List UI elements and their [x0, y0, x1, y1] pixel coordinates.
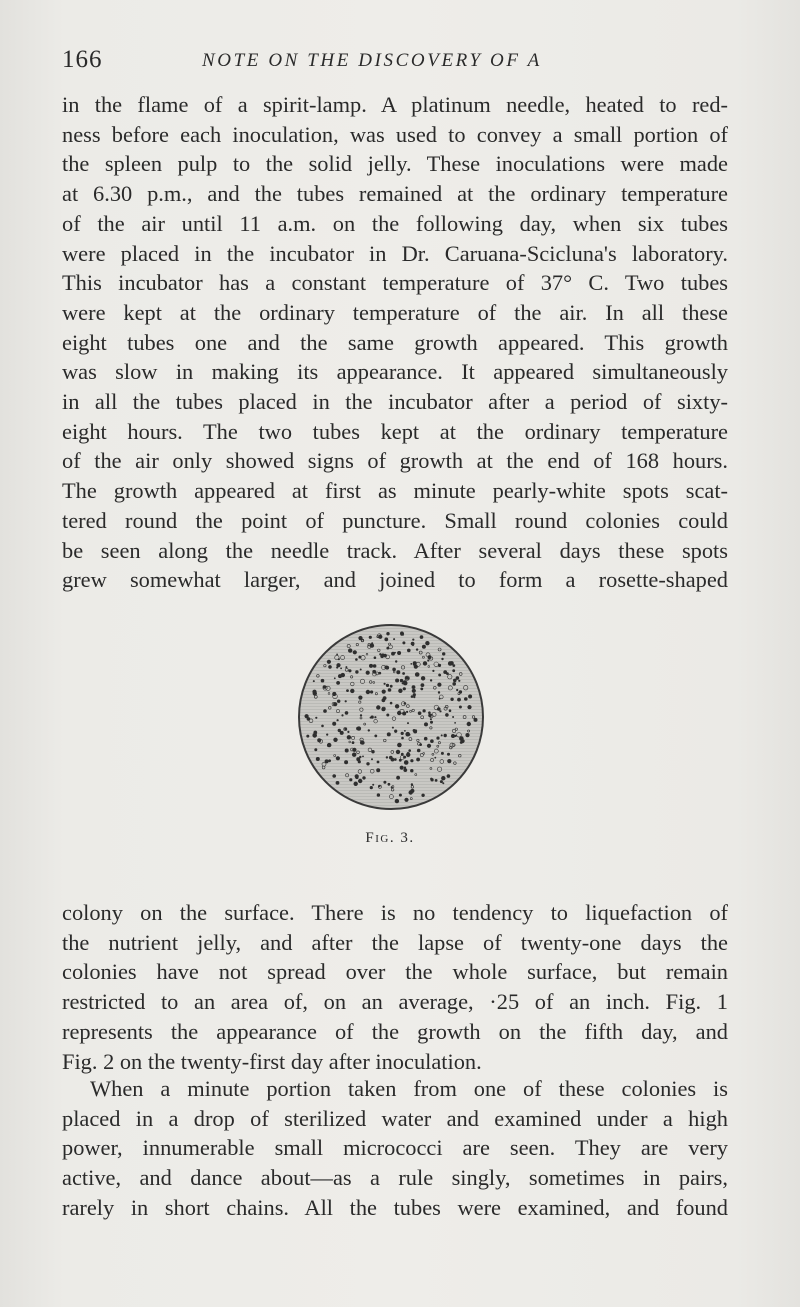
colony-dot [354, 782, 358, 786]
colony-dot [355, 658, 358, 661]
colony-plate-drawing [296, 622, 486, 812]
paragraph-3 [62, 1074, 728, 1223]
colony-dot [404, 730, 406, 732]
colony-dot [421, 794, 424, 797]
colony-dot [348, 669, 351, 672]
colony-dot [445, 713, 449, 717]
text-line: in all the tubes placed in the incubator after a period of sixty- [62, 389, 728, 415]
colony-dot [468, 695, 472, 699]
colony-dot [366, 671, 370, 675]
colony-dot [372, 670, 376, 674]
colony-dot [424, 722, 428, 726]
colony-dot [404, 702, 407, 705]
colony-dot [347, 735, 351, 739]
colony-dot [407, 722, 409, 724]
colony-dot [346, 689, 349, 692]
colony-dot [378, 785, 380, 787]
colony-dot [340, 731, 344, 735]
colony-dot [467, 722, 471, 726]
colony-dot [428, 714, 432, 718]
colony-dot [374, 735, 377, 738]
text-line: power, innumerable small micrococci are seen. They are very [62, 1135, 728, 1161]
colony-dot [315, 717, 317, 719]
colony-dot [391, 758, 395, 762]
colony-dot [453, 679, 457, 683]
colony-dot [446, 672, 449, 675]
text-line: at 6.30 p.m., and the tubes remained at the ordinary temperature [62, 181, 728, 207]
colony-dot [425, 641, 429, 645]
colony-dot [313, 680, 315, 682]
colony-dot [406, 711, 408, 713]
colony-dot [431, 778, 434, 781]
paragraph-2 [62, 898, 728, 1076]
text-line: rarely in short chains. All the tubes were examined, and found [62, 1194, 728, 1220]
colony-dot [406, 753, 410, 757]
colony-dot [422, 645, 426, 649]
colony-dot [370, 786, 373, 789]
colony-dot [370, 690, 373, 693]
paragraph-1 [62, 90, 728, 595]
colony-dot [438, 674, 440, 676]
text-line: were kept at the ordinary temperature of the air. In all these [62, 299, 728, 325]
colony-dot [326, 734, 328, 736]
text-line: grew somewhat larger, and joined to form a rosette-shaped [62, 567, 728, 593]
text-line: The growth appeared at first as minute pearly-white spots scat- [62, 478, 728, 504]
text-line: represents the appearance of the growth on the fifth day, and [62, 1018, 728, 1044]
colony-dot [457, 698, 461, 702]
text-line: This incubator has a constant temperature of 37° C. Two tubes [62, 270, 728, 296]
colony-dot [352, 748, 356, 752]
text-line: was slow in making its appearance. It appeared simultaneously [62, 359, 728, 385]
colony-dot [440, 780, 443, 783]
colony-dot [312, 733, 317, 738]
colony-dot [345, 700, 347, 702]
colony-dot [395, 679, 399, 683]
figure-caption: Fig. 3. [365, 830, 415, 846]
colony-dot [337, 719, 339, 721]
colony-dot [378, 635, 382, 639]
colony-dot [421, 683, 425, 687]
colony-dot [405, 676, 409, 680]
colony-dot [327, 660, 331, 664]
text-line: be seen along the needle track. After several days these spots [62, 537, 728, 563]
colony-dot [344, 760, 348, 764]
colony-dot [421, 676, 425, 680]
colony-dot [448, 661, 453, 666]
colony-dot [386, 756, 388, 758]
colony-dot [430, 718, 432, 720]
colony-dot [403, 768, 407, 772]
colony-dot [400, 766, 404, 770]
colony-dot [399, 794, 402, 797]
colony-dot [336, 681, 340, 685]
colony-dot [369, 636, 372, 639]
colony-dot [390, 685, 393, 688]
colony-dot [438, 691, 440, 693]
colony-dot [401, 732, 404, 735]
colony-dot [403, 756, 406, 759]
colony-dot [345, 666, 347, 668]
colony-dot [392, 668, 396, 672]
text-line: colony on the surface. There is no tendency to liquefaction of [62, 900, 728, 925]
colony-dot [369, 664, 373, 668]
colony-dot [468, 705, 470, 707]
colony-dot [427, 659, 429, 661]
colony-dot [392, 727, 394, 729]
text-line: in the flame of a spirit-lamp. A platinum needle, heated to red- [62, 92, 728, 117]
colony-dot [405, 732, 410, 737]
colony-dot [404, 760, 409, 765]
colony-dot [336, 756, 340, 760]
text-line: placed in a drop of sterilized water and examined under a high [62, 1105, 728, 1131]
colony-dot [384, 683, 386, 685]
colony-dot [396, 670, 400, 674]
colony-dot [459, 706, 462, 709]
colony-dot [386, 684, 389, 687]
colony-dot [416, 648, 418, 650]
colony-dot [376, 705, 380, 709]
colony-dot [396, 776, 400, 780]
colony-dot [378, 672, 381, 675]
colony-dot [328, 759, 331, 762]
colony-dot [347, 731, 349, 733]
colony-dot [349, 778, 352, 781]
running-title: NOTE ON THE DISCOVERY OF A [202, 50, 542, 71]
colony-dot [403, 680, 408, 685]
colony-dot [395, 799, 399, 803]
colony-dot [452, 664, 455, 667]
colony-dot [402, 672, 405, 675]
colony-dot [416, 758, 420, 762]
text-line: of the air only showed signs of growth at the end of 168 hours. [62, 448, 728, 474]
colony-dot [386, 632, 389, 635]
colony-dot [337, 700, 340, 703]
colony-dot [355, 670, 358, 673]
colony-dot [447, 774, 451, 778]
colony-dot [456, 689, 458, 691]
colony-dot [306, 735, 309, 738]
colony-dot [424, 737, 428, 741]
colony-dot [395, 704, 399, 708]
colony-dot [417, 749, 421, 753]
colony-dot [368, 729, 370, 731]
colony-dot [401, 737, 404, 740]
colony-dot [385, 666, 389, 670]
colony-dot [427, 744, 431, 748]
figure-colony-illustration [296, 622, 486, 812]
colony-dot [430, 721, 433, 724]
colony-dot [412, 639, 414, 641]
colony-dot [366, 762, 369, 765]
colony-dot [437, 707, 441, 711]
colony-dot [305, 714, 309, 718]
text-line: ness before each inoculation, was used to convey a small portion of [62, 121, 728, 147]
colony-dot [449, 709, 452, 712]
colony-dot [386, 714, 389, 717]
colony-dot [452, 716, 454, 718]
colony-dot [442, 652, 445, 655]
colony-dot [362, 776, 365, 779]
page-number: 166 [62, 46, 103, 73]
colony-dot [410, 759, 413, 762]
colony-dot [412, 689, 416, 693]
colony-dot [340, 668, 342, 670]
colony-dot [419, 743, 422, 746]
colony-dot [383, 654, 387, 658]
colony-dot [452, 682, 456, 686]
colony-dot [374, 656, 377, 659]
colony-dot [338, 658, 340, 660]
colony-dot [321, 725, 324, 728]
text-line: were placed in the incubator in Dr. Caruana-Scicluna's laboratory. [62, 240, 728, 266]
colony-dot [338, 674, 342, 678]
text-line: eight tubes one and the same growth appeared. This growth [62, 329, 728, 355]
colony-dot [334, 677, 336, 679]
colony-dot [432, 670, 434, 672]
colony-dot [400, 632, 404, 636]
text-line: When a minute portion taken from one of these colonies is [90, 1076, 728, 1101]
text-line: restricted to an area of, on an average, ·25 of an inch. Fig. 1 [62, 989, 728, 1015]
colony-dot [415, 672, 420, 677]
colony-dot [377, 793, 380, 796]
colony-dot [371, 758, 373, 760]
colony-dot [430, 679, 432, 681]
colony-dot [413, 729, 416, 732]
colony-dot [452, 669, 455, 672]
colony-dot [373, 664, 377, 668]
colony-dot [336, 781, 340, 785]
colony-dot [423, 709, 426, 712]
colony-dot [356, 757, 360, 761]
colony-dot [314, 748, 317, 751]
colony-dot [428, 711, 431, 714]
colony-dot [371, 642, 373, 644]
colony-dot [336, 666, 338, 668]
text-line: colonies have not spread over the whole surface, but remain [62, 959, 728, 985]
text-line: of the air until 11 a.m. on the following day, when six tubes [62, 210, 728, 236]
colony-dot [441, 752, 444, 755]
colony-dot [374, 716, 376, 718]
colony-dot [350, 689, 354, 693]
colony-dot [465, 733, 469, 737]
colony-dot [383, 781, 386, 784]
colony-dot [394, 758, 397, 761]
colony-dot [451, 734, 455, 738]
colony-dot [332, 774, 336, 778]
colony-dot [360, 669, 362, 671]
colony-dot [325, 759, 329, 763]
colony-dot [341, 714, 343, 716]
text-line: tered round the point of puncture. Small round colonies could [62, 507, 728, 533]
colony-dot [323, 709, 327, 713]
colony-dot [441, 776, 445, 780]
colony-dot [394, 652, 396, 654]
colony-dot [441, 658, 443, 660]
colony-dot [413, 693, 416, 696]
colony-dot [376, 768, 380, 772]
colony-dot [458, 680, 460, 682]
colony-dot [352, 741, 355, 744]
colony-dot [377, 761, 380, 764]
colony-dot [459, 690, 462, 693]
colony-dot [437, 683, 441, 687]
colony-dot [435, 779, 438, 782]
colony-dot [362, 756, 364, 758]
colony-dot [360, 714, 362, 716]
colony-dot [317, 738, 321, 742]
colony-dot [398, 689, 402, 693]
colony-dot [403, 687, 406, 690]
colony-dot [428, 655, 432, 659]
colony-dot [434, 757, 436, 759]
colony-dot [380, 655, 384, 659]
colony-dot [382, 690, 386, 694]
colony-dot [382, 698, 386, 702]
colony-dot [333, 738, 337, 742]
colony-dot [361, 741, 365, 745]
text-line: the nutrient jelly, and after the lapse of twenty-one days the [62, 929, 728, 955]
colony-dot [332, 722, 336, 726]
colony-dot [404, 798, 408, 802]
colony-dot [358, 779, 362, 783]
colony-dot [420, 688, 423, 691]
colony-dot [410, 663, 412, 665]
colony-dot [447, 753, 450, 756]
colony-dot [327, 743, 331, 747]
running-head [62, 46, 728, 78]
colony-dot [396, 750, 400, 754]
colony-dot [442, 782, 444, 784]
colony-dot [401, 753, 404, 756]
colony-dot [366, 690, 370, 694]
colony-dot [454, 722, 456, 724]
colony-dot [352, 753, 356, 757]
colony-dot [358, 656, 361, 659]
colony-dot [408, 749, 411, 752]
colony-dot [474, 718, 478, 722]
colony-dot [388, 688, 392, 692]
text-line: active, and dance about—as a rule singly, sometimes in pairs, [62, 1165, 728, 1191]
colony-dot [410, 769, 413, 772]
colony-dot [397, 743, 402, 748]
colony-dot [423, 661, 427, 665]
colony-dot [447, 759, 451, 763]
colony-dot [407, 649, 411, 653]
colony-dot [372, 784, 374, 786]
colony-dot [411, 783, 413, 785]
colony-dot [444, 734, 447, 737]
colony-dot [355, 776, 358, 779]
colony-dot [464, 697, 468, 701]
colony-dot [395, 660, 397, 662]
colony-dot [412, 685, 416, 689]
colony-dot [371, 750, 374, 753]
colony-dot [390, 702, 393, 705]
colony-dot [313, 691, 317, 695]
colony-dot [420, 635, 424, 639]
colony-dot [402, 641, 405, 644]
colony-dot [395, 731, 397, 733]
colony-dot [430, 739, 434, 743]
colony-dot [384, 638, 388, 642]
text-line: the spleen pulp to the solid jelly. These inoculations were made [62, 151, 728, 177]
colony-dot [353, 650, 357, 654]
colony-dot [328, 665, 332, 669]
colony-dot [393, 638, 395, 640]
colony-dot [418, 711, 422, 715]
colony-dot [358, 696, 362, 700]
colony-dot [357, 726, 361, 730]
colony-dot [370, 717, 372, 719]
colony-dot [316, 757, 320, 761]
colony-dot [336, 654, 338, 656]
colony-dot [436, 737, 439, 740]
colony-dot [410, 789, 414, 793]
colony-dot [399, 759, 402, 762]
colony-dot [321, 679, 325, 683]
colony-dot [345, 711, 349, 715]
colony-dot [397, 651, 401, 655]
text-line: Fig. 2 on the twenty-first day after inoculation. [62, 1048, 482, 1074]
colony-dot [391, 786, 393, 788]
colony-dot [411, 695, 414, 698]
colony-dot [387, 732, 391, 736]
text-line: eight hours. The two tubes kept at the ordinary temperature [62, 418, 728, 444]
colony-dot [345, 749, 349, 753]
colony-dot [348, 648, 352, 652]
colony-dot [459, 736, 464, 741]
colony-dot [388, 783, 391, 786]
colony-dot [439, 698, 441, 700]
colony-dot [441, 734, 443, 736]
colony-dot [450, 698, 453, 701]
